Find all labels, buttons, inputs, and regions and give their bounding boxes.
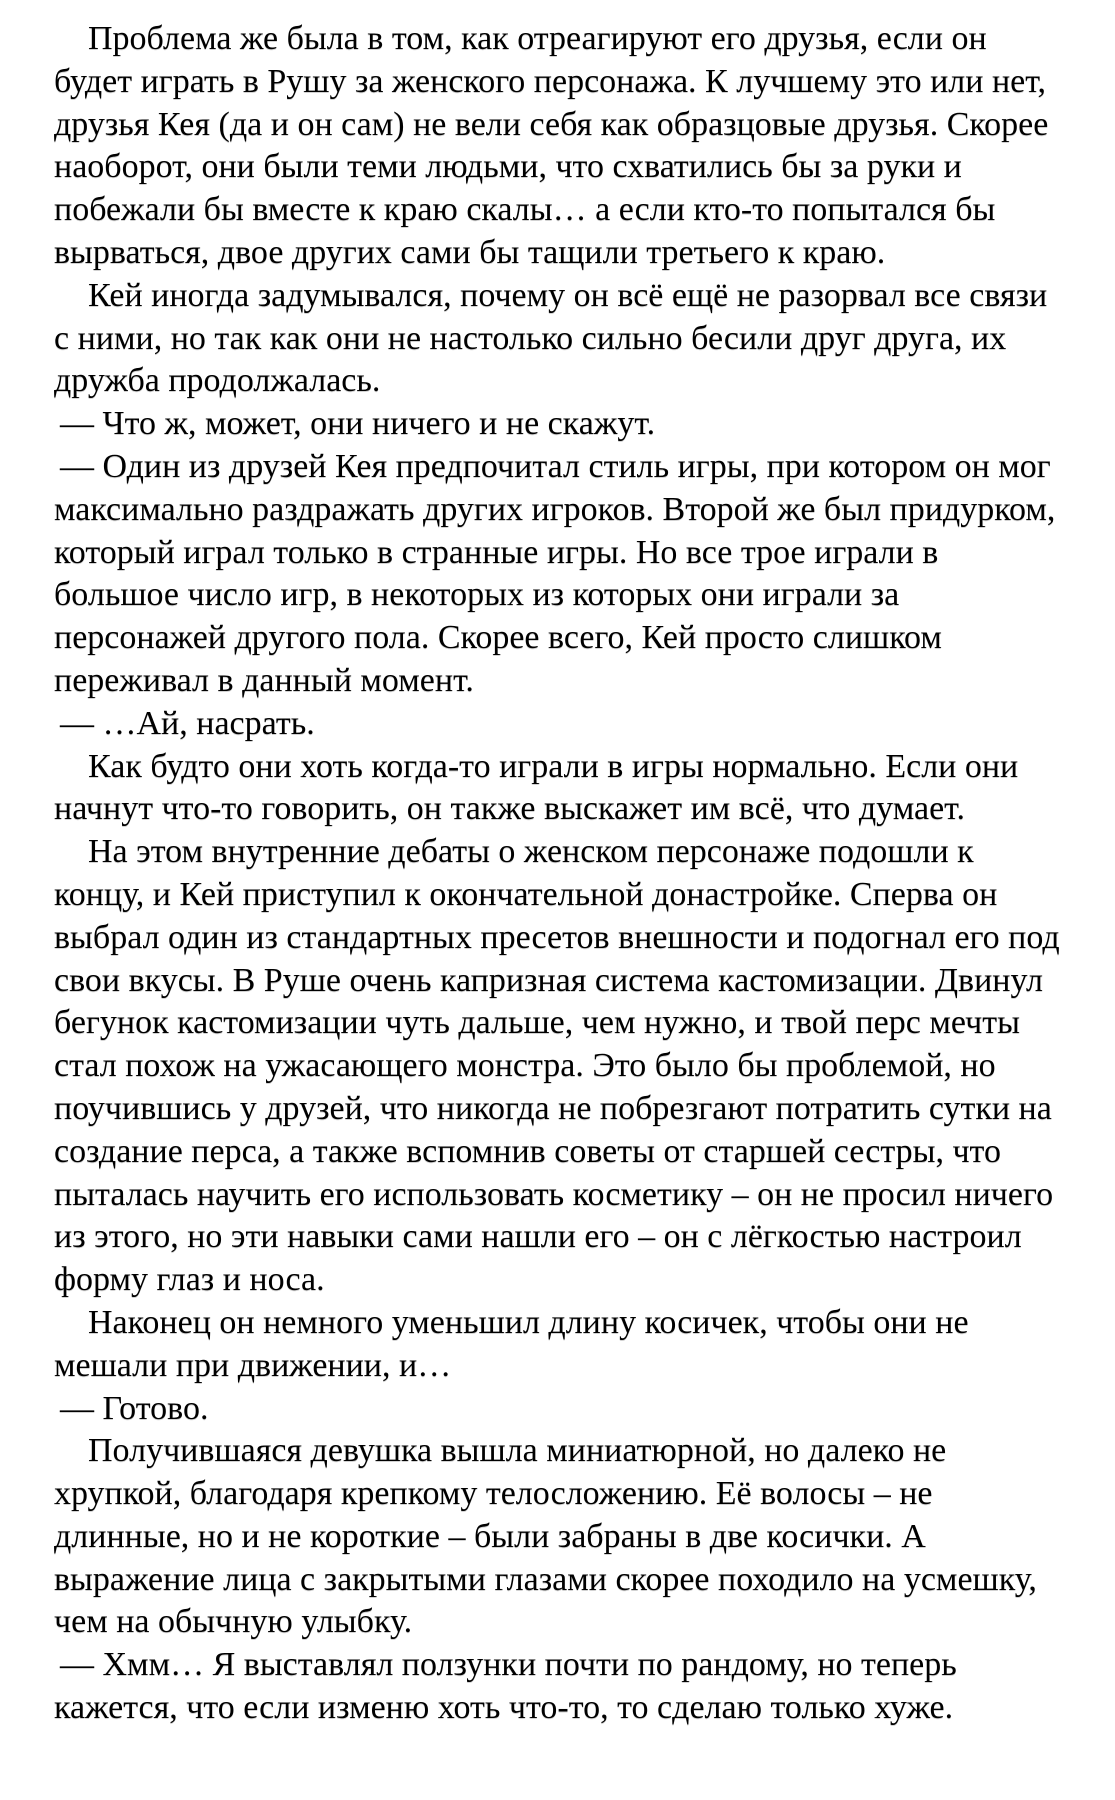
paragraph: Проблема же была в том, как отреагируют его друзья, если он будет играть в Рушу за женского персонажа. К лучшему это или нет, друзья Кея (да и он сам) не вели себя как образцовые друзья. Скорее наоборот, они были теми людьми, что схватились бы за руки и побежали бы вместе к краю скалы… а если кто-то попытался бы вырваться, двое других сами бы тащили третьего к краю. bbox=[54, 20, 1049, 271]
paragraph: Как будто они хоть когда-то играли в игры нормально. Если они начнут что-то говорить, он также выскажет им всё, что думает. bbox=[54, 747, 1019, 828]
paragraph: Кей иногда задумывался, почему он всё ещё не разорвал все связи с ними, но так как они не настолько сильно бесили друг друга, их дружба продолжалась. bbox=[54, 276, 1048, 400]
paragraph: Наконец он немного уменьшил длину косичек, чтобы они не мешали при движении, и… bbox=[54, 1303, 969, 1384]
dialogue-line: — Готово. bbox=[60, 1389, 209, 1427]
dialogue-line: — Хмм… Я выставлял ползунки почти по рандому, но теперь кажется, что если изменю хоть что-то, то сделаю только хуже. bbox=[54, 1646, 957, 1727]
paragraph: На этом внутренние дебаты о женском персонаже подошли к концу, и Кей приступил к окончательной донастройке. Сперва он выбрал один из стандартных пресетов внешности и подогнал его под свои вкусы. В Руше очень капризная система кастомизации. Двинул бегунок кастомизации чуть дальше, чем нужно, и твой перс мечты стал похож на ужасающего монстра. Это было бы проблемой, но поучившись у друзей, что никогда не побрезгают потратить сутки на создание перса, а также вспомнив советы от старшей сестры, что пыталась научить его использовать косметику – он не просил ничего из этого, но эти навыки сами нашли его – он с лёгкостью настроил форму глаз и носа. bbox=[54, 833, 1060, 1299]
dialogue-line: — …Ай, насрать. bbox=[60, 704, 315, 742]
dialogue-line: — Один из друзей Кея предпочитал стиль игры, при котором он мог максимально раздражать других игроков. Второй же был придурком, который играл только в странные игры. Но все трое играли в большое число игр, в некоторых из которых они играли за персонажей другого пола. Скорее всего, Кей просто слишком переживал в данный момент. bbox=[54, 447, 1056, 699]
dialogue-line: — Что ж, может, они ничего и не скажут. bbox=[60, 405, 656, 443]
paragraph: Получившаяся девушка вышла миниатюрной, но далеко не хрупкой, благодаря крепкому телосложению. Её волосы – не длинные, но и не короткие – были забраны в две косички. А выражение лица с закрытыми глазами скорее походило на усмешку, чем на обычную улыбку. bbox=[54, 1432, 1037, 1641]
